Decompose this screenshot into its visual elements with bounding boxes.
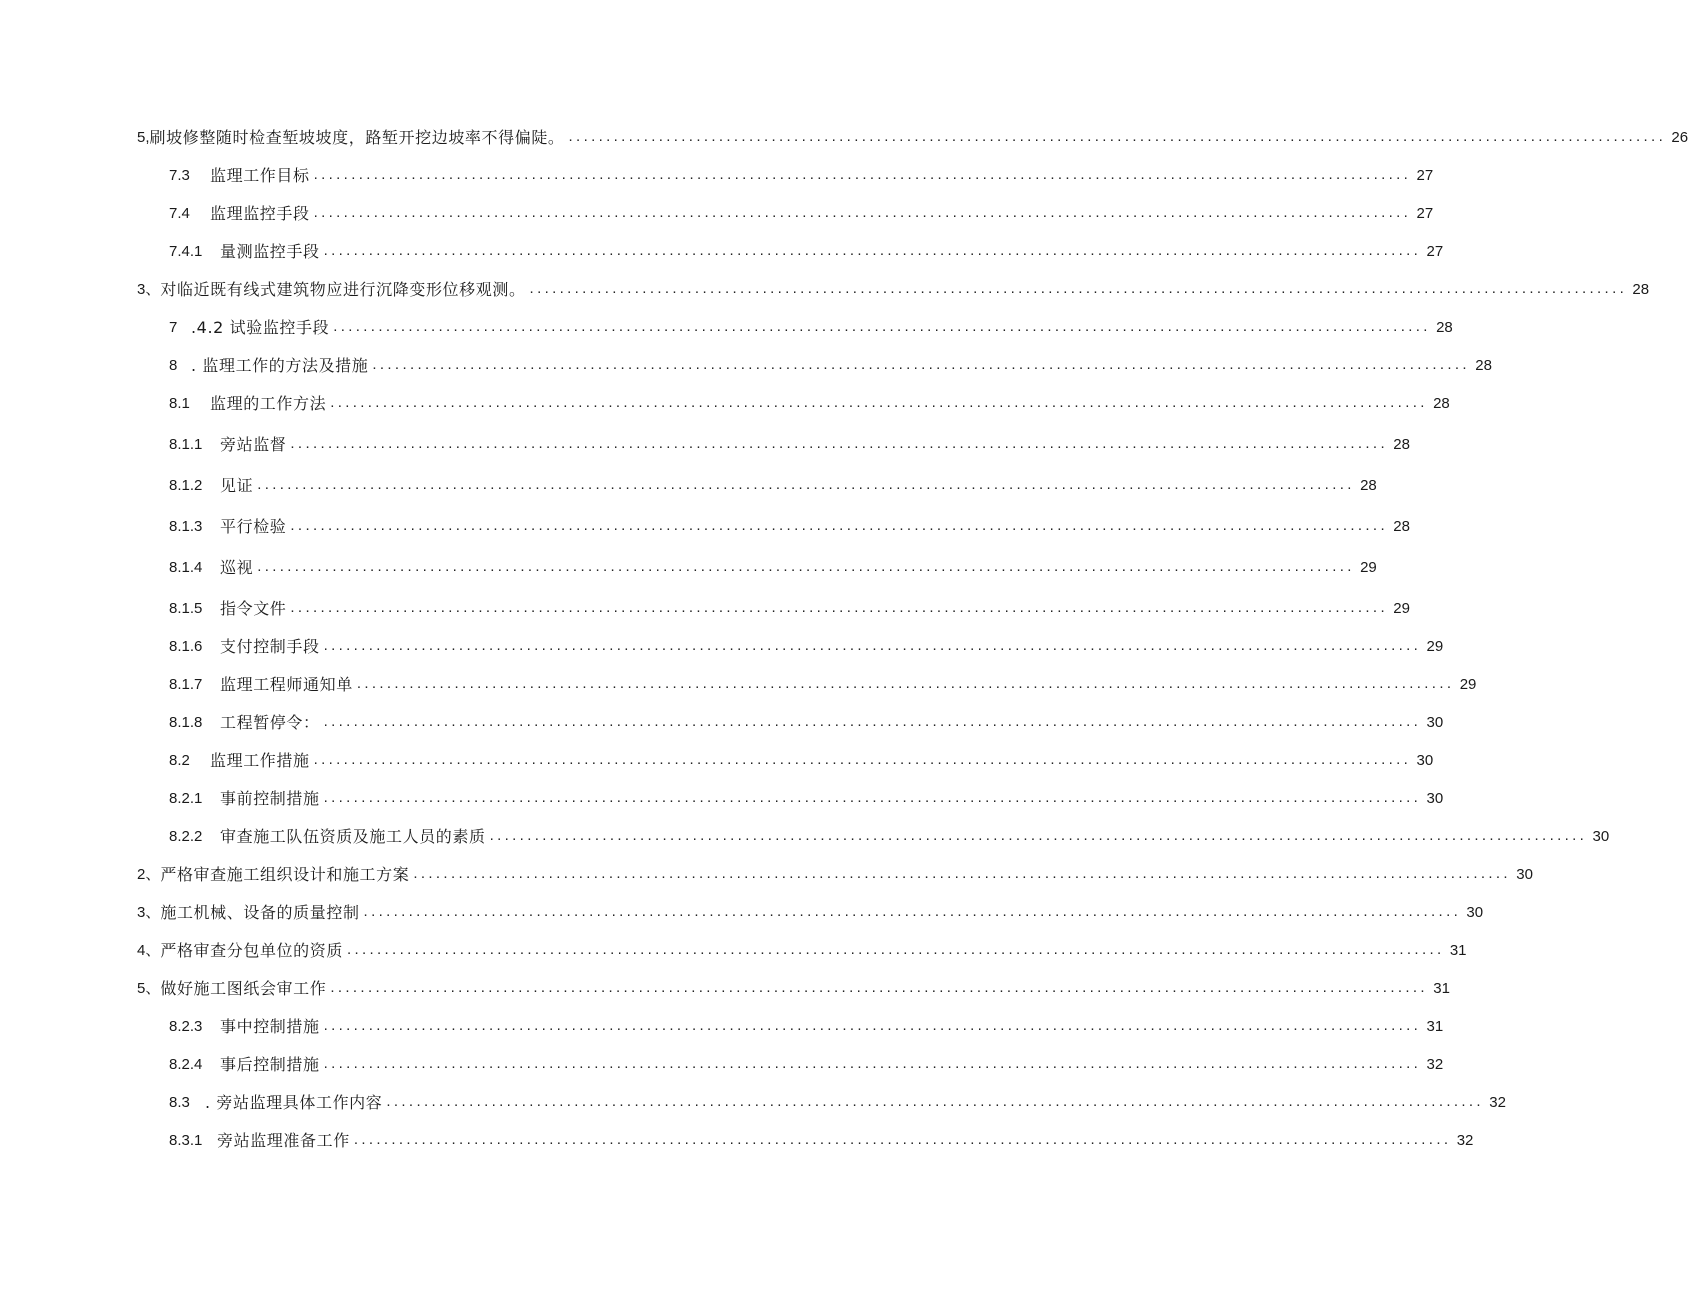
dot-leader: .................................................................................................................................................. xyxy=(290,599,1388,616)
toc-entry-page: 28 xyxy=(1433,395,1450,412)
toc-entry[interactable] xyxy=(0,971,1450,999)
toc-entry-title: 事前控制措施 xyxy=(220,789,320,808)
toc-entry-title: 监理工作措施 xyxy=(210,751,310,770)
dot-leader: .................................................................................................................................................. xyxy=(323,1017,1422,1034)
toc-entry-title: 旁站监督 xyxy=(220,435,287,454)
toc-entry[interactable] xyxy=(0,591,1410,619)
toc-entry-number: 8.1.5 xyxy=(169,600,203,617)
toc-entry-title: 监理的工作方法 xyxy=(210,394,327,413)
toc-entry-title: 审查施工队伍资质及施工人员的素质 xyxy=(220,827,486,846)
toc-entry-page: 27 xyxy=(1416,167,1434,184)
toc-entry-number: 8.1.2 xyxy=(169,477,203,494)
toc-entry-page: 30 xyxy=(1466,904,1484,921)
toc-entry-title: 做好施工图纸会审工作 xyxy=(160,979,327,998)
dot-leader: .................................................................................................................................................. xyxy=(323,789,1422,806)
toc-entry-title: 旁站监理准备工作 xyxy=(217,1131,350,1150)
toc-entry-number: 7.4.1 xyxy=(169,243,203,260)
toc-entry[interactable] xyxy=(0,819,1610,847)
toc-entry[interactable] xyxy=(0,509,1410,537)
toc-entry[interactable] xyxy=(0,386,1450,414)
toc-entry-number: 8.2.2 xyxy=(169,828,203,845)
toc-entry-title: 监理工作目标 xyxy=(210,166,310,185)
toc-entry[interactable] xyxy=(0,857,1533,885)
toc-entry[interactable] xyxy=(0,1009,1444,1037)
toc-entry-page: 28 xyxy=(1436,319,1453,336)
toc-entry[interactable] xyxy=(0,234,1444,262)
toc-entry-page: 29 xyxy=(1360,559,1377,576)
toc-entry[interactable] xyxy=(0,272,1650,300)
toc-entry-page: 30 xyxy=(1416,752,1434,769)
toc-entry-title: . 旁站监理具体工作内容 xyxy=(205,1093,383,1112)
dot-leader: .................................................................................................................................................. xyxy=(313,751,1412,768)
toc-entry-number: 8.1 xyxy=(169,395,190,412)
toc-entry-title: . 监理工作的方法及措施 xyxy=(191,356,369,375)
toc-entry-number: 8.3 xyxy=(169,1094,190,1111)
toc-entry[interactable] xyxy=(0,705,1444,733)
toc-entry-page: 32 xyxy=(1456,1132,1474,1149)
dot-leader: .................................................................................................................................................. xyxy=(372,356,1470,373)
toc-entry-page: 30 xyxy=(1592,828,1610,845)
toc-entry-number: 7.4 xyxy=(169,205,190,222)
toc-entry-title: 监理监控手段 xyxy=(210,204,310,223)
toc-entry-number: 8.1.6 xyxy=(169,638,203,655)
toc-entry-page: 26 xyxy=(1671,129,1688,146)
dot-leader: .................................................................................................................................................. xyxy=(386,1093,1484,1110)
dot-leader: .................................................................................................................................................. xyxy=(290,435,1388,452)
toc-entry-number: 8.3.1 xyxy=(169,1132,203,1149)
dot-leader: .................................................................................................................................................. xyxy=(323,637,1422,654)
toc-entry-page: 31 xyxy=(1426,1018,1444,1035)
toc-entry-title: 指令文件 xyxy=(220,599,287,618)
dot-leader: .................................................................................................................................................. xyxy=(489,827,1588,844)
toc-entry-title: 量测监控手段 xyxy=(220,242,320,261)
toc-entry-number: 4、 xyxy=(137,942,161,959)
toc-entry-number: 5, xyxy=(137,129,150,146)
toc-entry-title: 施工机械、设备的质量控制 xyxy=(160,903,360,922)
toc-entry-page: 29 xyxy=(1393,600,1410,617)
toc-entry-title: 刷坡修整随时检查堑坡坡度，路堑开挖边坡率不得偏陡。 xyxy=(149,128,565,147)
dot-leader: .................................................................................................................................................. xyxy=(257,558,1355,575)
dot-leader: .................................................................................................................................................. xyxy=(346,941,1445,958)
toc-entry-page: 29 xyxy=(1459,676,1477,693)
toc-entry[interactable] xyxy=(0,550,1377,578)
dot-leader: .................................................................................................................................................. xyxy=(313,166,1412,183)
toc-entry-page: 31 xyxy=(1449,942,1467,959)
toc-entry-title: 平行检验 xyxy=(220,517,287,536)
dot-leader: .................................................................................................................................................. xyxy=(323,713,1422,730)
dot-leader: .................................................................................................................................................. xyxy=(290,517,1388,534)
toc-entry[interactable] xyxy=(0,743,1434,771)
toc-entry-title: 见证 xyxy=(220,476,254,495)
toc-entry-title: 严格审查施工组织设计和施工方案 xyxy=(160,865,410,884)
dot-leader: .................................................................................................................................................. xyxy=(313,204,1412,221)
toc-entry-page: 30 xyxy=(1426,790,1444,807)
toc-entry-title: 事后控制措施 xyxy=(220,1055,320,1074)
toc-entry-page: 28 xyxy=(1393,518,1410,535)
toc-entry[interactable] xyxy=(0,667,1477,695)
dot-leader: .................................................................................................................................................. xyxy=(333,318,1431,335)
toc-entry-page: 27 xyxy=(1416,205,1434,222)
toc-entry[interactable] xyxy=(0,196,1434,224)
dot-leader: .................................................................................................................................................. xyxy=(413,865,1511,882)
toc-entry-page: 27 xyxy=(1426,243,1444,260)
toc-entry-page: 32 xyxy=(1426,1056,1444,1073)
dot-leader: .................................................................................................................................................. xyxy=(356,675,1455,692)
toc-entry-number: 2、 xyxy=(137,866,161,883)
toc-entry[interactable] xyxy=(0,468,1377,496)
toc-entry-title: 监理工程师通知单 xyxy=(220,675,353,694)
toc-entry-number: 7 xyxy=(169,319,178,336)
toc-entry-page: 30 xyxy=(1426,714,1444,731)
toc-entry-page: 31 xyxy=(1433,980,1450,997)
toc-entry-title: 严格审查分包单位的资质 xyxy=(160,941,343,960)
dot-leader: .................................................................................................................................................. xyxy=(330,979,1428,996)
toc-entry-page: 28 xyxy=(1393,436,1410,453)
toc-entry-title: 事中控制措施 xyxy=(220,1017,320,1036)
dot-leader: .................................................................................................................................................. xyxy=(323,242,1422,259)
toc-entry-number: 7.3 xyxy=(169,167,190,184)
toc-entry-number: 8.1.1 xyxy=(169,436,203,453)
toc-entry[interactable] xyxy=(0,781,1444,809)
toc-entry[interactable] xyxy=(0,629,1444,657)
toc-entry-number: 3、 xyxy=(137,281,161,298)
dot-leader: .................................................................................................................................................. xyxy=(363,903,1462,920)
toc-entry-number: 8 xyxy=(169,357,178,374)
toc-entry-number: 8.1.8 xyxy=(169,714,203,731)
toc-entry[interactable] xyxy=(0,120,1688,148)
toc-entry-title: 支付控制手段 xyxy=(220,637,320,656)
dot-leader: .................................................................................................................................................. xyxy=(323,1055,1422,1072)
toc-entry-page: 29 xyxy=(1426,638,1444,655)
toc-entry-title: 对临近既有线式建筑物应进行沉降变形位移观测。 xyxy=(160,280,526,299)
toc-entry-title: 巡视 xyxy=(220,558,254,577)
toc-entry-page: 30 xyxy=(1516,866,1533,883)
toc-entry[interactable] xyxy=(0,310,1453,338)
toc-entry[interactable] xyxy=(0,427,1410,455)
toc-entry[interactable] xyxy=(0,158,1434,186)
toc-entry[interactable] xyxy=(0,1085,1506,1113)
toc-entry[interactable] xyxy=(0,1123,1474,1151)
toc-entry-page: 28 xyxy=(1632,281,1650,298)
toc-entry[interactable] xyxy=(0,933,1467,961)
toc-entry-number: 8.2.3 xyxy=(169,1018,203,1035)
dot-leader: .................................................................................................................................................. xyxy=(330,394,1428,411)
toc-entry-title: 工程暂停令： xyxy=(220,713,320,732)
dot-leader: .................................................................................................................................................. xyxy=(529,280,1628,297)
toc-entry-title: .4.2 试验监控手段 xyxy=(191,318,330,337)
toc-entry-page: 28 xyxy=(1360,477,1377,494)
dot-leader: .................................................................................................................................................. xyxy=(568,128,1667,145)
dot-leader: .................................................................................................................................................. xyxy=(353,1131,1452,1148)
toc-entry[interactable] xyxy=(0,895,1484,923)
toc-entry-number: 8.2 xyxy=(169,752,190,769)
toc-entry-number: 8.2.4 xyxy=(169,1056,203,1073)
dot-leader: .................................................................................................................................................. xyxy=(257,476,1355,493)
toc-entry-number: 8.1.7 xyxy=(169,676,203,693)
toc-entry[interactable] xyxy=(0,1047,1444,1075)
toc-entry-number: 8.1.4 xyxy=(169,559,203,576)
toc-entry[interactable] xyxy=(0,348,1492,376)
toc-entry-number: 5、 xyxy=(137,980,161,997)
toc-entry-number: 8.2.1 xyxy=(169,790,203,807)
toc-entry-number: 3、 xyxy=(137,904,161,921)
toc-entry-page: 28 xyxy=(1475,357,1492,374)
toc-entry-number: 8.1.3 xyxy=(169,518,203,535)
toc-entry-page: 32 xyxy=(1489,1094,1506,1111)
